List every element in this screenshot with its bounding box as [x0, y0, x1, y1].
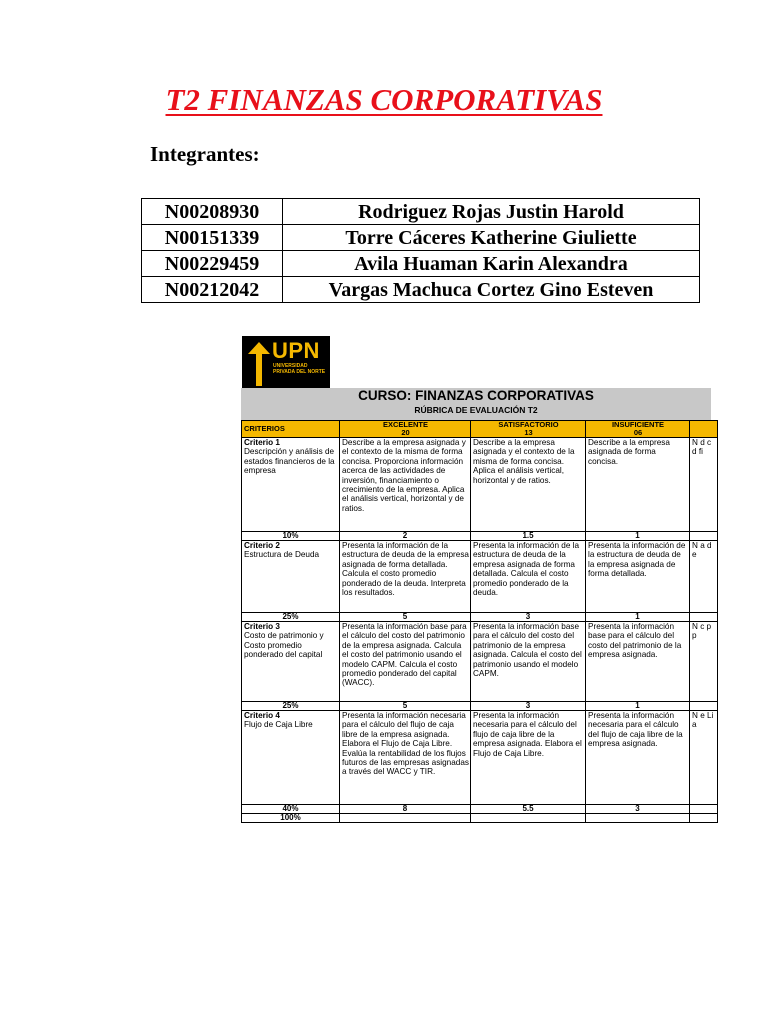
score-excelente: 5	[340, 613, 471, 622]
score-insuficiente: 1	[586, 613, 690, 622]
course-title: CURSO: FINANZAS CORPORATIVAS	[358, 388, 594, 403]
score-excelente: 8	[340, 805, 471, 814]
rubric-table	[241, 420, 718, 823]
score-satisfactorio: 3	[471, 702, 586, 711]
excelente-cell: Presenta la información necesaria para el cálculo del flujo de caja libre de la empresa asignada. Elabora el Flujo de Caja Libre. Evalúa la rentabilidad de los flujos futuros de las empresas asignadas a través del WACC y TIR.	[340, 711, 471, 805]
total-empty	[690, 814, 718, 823]
total-empty	[340, 814, 471, 823]
score-satisfactorio: 5.5	[471, 805, 586, 814]
header-extra	[690, 421, 718, 438]
extra-cell: N e Li a	[690, 711, 718, 805]
total-empty	[471, 814, 586, 823]
weight-cell: 25%	[242, 702, 340, 711]
upn-arrow-icon	[248, 342, 270, 386]
rubric-header-row	[242, 421, 718, 438]
criterion-cell: Criterio 1 Descripción y análisis de estados financieros de la empresa	[242, 438, 340, 532]
total-cell: 100%	[242, 814, 340, 823]
member-row	[142, 251, 700, 277]
score-row	[242, 613, 718, 622]
satisfactorio-cell: Presenta la información necesaria para el cálculo del flujo de caja libre de la empresa asignada. Elabora el Flujo de Caja Libre.	[471, 711, 586, 805]
member-row	[142, 277, 700, 303]
integrantes-label: Integrantes:	[150, 142, 260, 166]
member-name: Vargas Machuca Cortez Gino Esteven	[283, 277, 700, 303]
insuficiente-cell: Presenta la información necesaria para el cálculo del flujo de caja libre de la empresa asignada.	[586, 711, 690, 805]
score-row	[242, 805, 718, 814]
excelente-cell: Presenta la información base para el cálculo del costo del patrimonio de la empresa asignada. Calcula el costo del patrimonio usando el modelo CAPM. Calcula el costo promedio ponderado del capital (WACC).	[340, 622, 471, 702]
extra-cell: N a d e	[690, 541, 718, 613]
rubric-header-band	[241, 388, 711, 420]
header-criterios: CRITERIOS	[242, 421, 340, 438]
satisfactorio-cell: Presenta la información base para el cálculo del costo del patrimonio de la empresa asignada. Calcula el costo del patrimonio usando el modelo CAPM.	[471, 622, 586, 702]
member-name: Torre Cáceres Katherine Giuliette	[283, 225, 700, 251]
insuficiente-cell: Presenta la información base para el cálculo del costo del patrimonio de la empresa asignada.	[586, 622, 690, 702]
satisfactorio-cell: Describe a la empresa asignada y el contexto de la misma de forma concisa. Aplica el análisis vertical, horizontal y de ratios.	[471, 438, 586, 532]
weight-cell: 40%	[242, 805, 340, 814]
logo-subtitle: UNIVERSIDAD PRIVADA DEL NORTE	[273, 363, 326, 375]
excelente-cell: Presenta la información de la estructura de deuda de la empresa asignada de forma detallada. Calcula el costo promedio ponderado de la deuda. Interpreta los resultados.	[340, 541, 471, 613]
score-excelente: 5	[340, 702, 471, 711]
header-satisfactorio: SATISFACTORIO 13	[471, 421, 586, 438]
header-excelente: EXCELENTE 20	[340, 421, 471, 438]
member-code: N00229459	[142, 251, 283, 277]
insuficiente-cell: Presenta la información de la estructura de deuda de la empresa asignada de forma detallada.	[586, 541, 690, 613]
extra-cell: N d c d fi	[690, 438, 718, 532]
weight-cell: 10%	[242, 532, 340, 541]
header-insuficiente: INSUFICIENTE 06	[586, 421, 690, 438]
score-satisfactorio: 3	[471, 613, 586, 622]
member-code: N00212042	[142, 277, 283, 303]
score-extra	[690, 702, 718, 711]
score-insuficiente: 1	[586, 532, 690, 541]
total-empty	[586, 814, 690, 823]
criterion-row	[242, 711, 718, 805]
document-title: T2 FINANZAS CORPORATIVAS	[165, 82, 603, 117]
member-name: Avila Huaman Karin Alexandra	[283, 251, 700, 277]
weight-cell: 25%	[242, 613, 340, 622]
score-insuficiente: 3	[586, 805, 690, 814]
member-code: N00208930	[142, 199, 283, 225]
criterion-cell: Criterio 3 Costo de patrimonio y Costo promedio ponderado del capital	[242, 622, 340, 702]
member-name: Rodriguez Rojas Justin Harold	[283, 199, 700, 225]
extra-cell: N c p p	[690, 622, 718, 702]
member-row	[142, 225, 700, 251]
score-insuficiente: 1	[586, 702, 690, 711]
member-row	[142, 199, 700, 225]
score-excelente: 2	[340, 532, 471, 541]
members-table	[141, 198, 700, 303]
rubric-image	[241, 388, 714, 832]
satisfactorio-cell: Presenta la información de la estructura de deuda de la empresa asignada de forma detallada. Calcula el costo promedio ponderado de la deuda.	[471, 541, 586, 613]
logo-text: UPN	[272, 338, 320, 363]
insuficiente-cell: Describe a la empresa asignada de forma concisa.	[586, 438, 690, 532]
score-extra	[690, 532, 718, 541]
member-code: N00151339	[142, 225, 283, 251]
criterion-row	[242, 438, 718, 532]
score-row	[242, 532, 718, 541]
total-row	[242, 814, 718, 823]
criterion-row	[242, 541, 718, 613]
criterion-row	[242, 622, 718, 702]
criterion-cell: Criterio 4 Flujo de Caja Libre	[242, 711, 340, 805]
score-row	[242, 702, 718, 711]
rubric-subtitle: RÚBRICA DE EVALUACIÓN T2	[414, 405, 538, 415]
upn-logo	[242, 336, 330, 391]
score-satisfactorio: 1.5	[471, 532, 586, 541]
score-extra	[690, 613, 718, 622]
criterion-cell: Criterio 2 Estructura de Deuda	[242, 541, 340, 613]
excelente-cell: Describe a la empresa asignada y el contexto de la misma de forma concisa. Proporciona información acerca de las actividades de inversión, financiamiento o crecimiento de la empresa. Aplica el análisis vertical, horizontal y de ratios.	[340, 438, 471, 532]
score-extra	[690, 805, 718, 814]
